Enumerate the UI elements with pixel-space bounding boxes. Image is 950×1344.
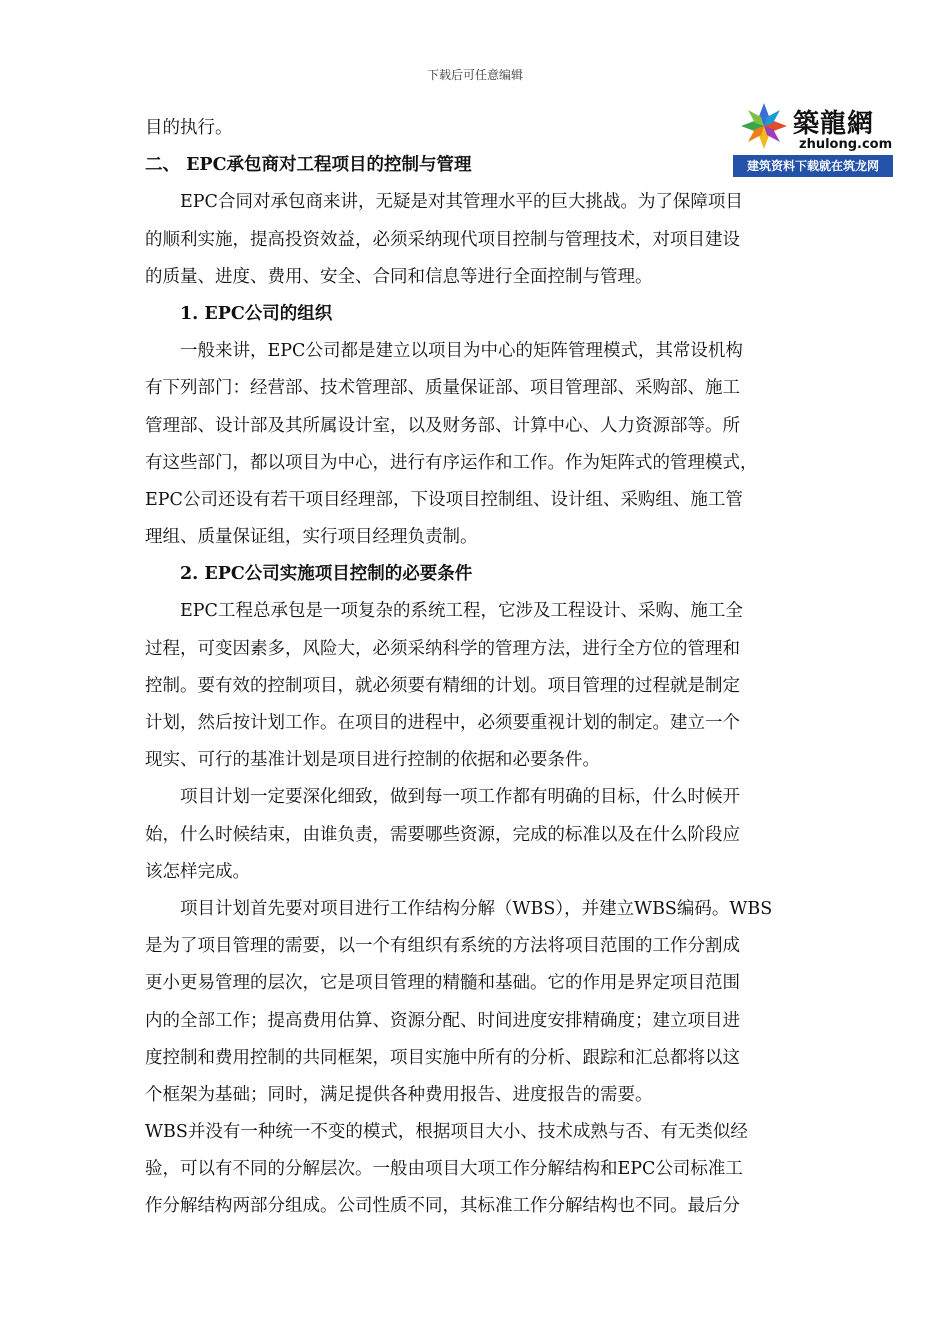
text-line: 控制。要有效的控制项目，就必须要有精细的计划。项目管理的过程就是制定 bbox=[145, 675, 740, 696]
logo-brand-text: 築龍網 bbox=[793, 109, 875, 139]
text-line: 项目计划首先要对项目进行工作结构分解（WBS），并建立WBS编码。WBS bbox=[180, 898, 773, 919]
text-line: 个框架为基础；同时，满足提供各种费用报告、进度报告的需要。 bbox=[145, 1084, 653, 1105]
text-line: 一般来讲，EPC公司都是建立以项目为中心的矩阵管理模式，其常设机构 bbox=[180, 341, 743, 362]
document-body bbox=[145, 110, 807, 1226]
text-line: 验，可以有不同的分解层次。一般由项目大项工作分解结构和EPC公司标准工 bbox=[145, 1159, 743, 1180]
text-line: 该怎样完成。 bbox=[145, 861, 250, 882]
text-line: EPC合同对承包商来讲，无疑是对其管理水平的巨大挑战。为了保障项目 bbox=[180, 192, 743, 213]
text-line: 更小更易管理的层次，它是项目管理的精髓和基础。它的作用是界定项目范围 bbox=[145, 973, 740, 994]
text-line: 管理部、设计部及其所属设计室，以及财务部、计算中心、人力资源部等。所 bbox=[145, 415, 740, 436]
text-line: 始，什么时候结束，由谁负责，需要哪些资源，完成的标准以及在什么阶段应 bbox=[145, 824, 740, 845]
text-line: 的质量、进度、费用、安全、合同和信息等进行全面控制与管理。 bbox=[145, 266, 653, 287]
text-line: EPC工程总承包是一项复杂的系统工程，它涉及工程设计、采购、施工全 bbox=[180, 601, 743, 622]
text-line: EPC公司还设有若干项目经理部，下设项目控制组、设计组、采购组、施工管 bbox=[145, 489, 743, 510]
logo-banner: 建筑资料下载就在筑龙网 bbox=[733, 155, 893, 177]
text-line: 内的全部工作；提高费用估算、资源分配、时间进度安排精确度；建立项目进 bbox=[145, 1010, 740, 1031]
section-heading: 二、 EPC承包商对工程项目的控制与管理 bbox=[145, 155, 472, 176]
section-heading: 1. EPC公司的组织 bbox=[180, 303, 333, 324]
section-heading: 2. EPC公司实施项目控制的必要条件 bbox=[180, 564, 473, 585]
text-line: 作分解结构两部分组成。公司性质不同，其标准工作分解结构也不同。最后分 bbox=[145, 1196, 740, 1217]
text-line: WBS并没有一种统一不变的模式，根据项目大小、技术成熟与否、有无类似经 bbox=[145, 1122, 748, 1143]
text-line: 是为了项目管理的需要，以一个有组织有系统的方法将项目范围的工作分割成 bbox=[145, 936, 740, 957]
text-line: 过程，可变因素多，风险大，必须采纳科学的管理方法，进行全方位的管理和 bbox=[145, 638, 740, 659]
text-line: 现实、可行的基准计划是项目进行控制的依据和必要条件。 bbox=[145, 750, 600, 771]
text-line: 有这些部门，都以项目为中心，进行有序运作和工作。作为矩阵式的管理模式， bbox=[145, 452, 758, 473]
text-line: 计划，然后按计划工作。在项目的进程中，必须要重视计划的制定。建立一个 bbox=[145, 713, 740, 733]
text-line: 有下列部门：经营部、技术管理部、质量保证部、项目管理部、采购部、施工 bbox=[145, 378, 740, 399]
text-line: 目的执行。 bbox=[145, 118, 233, 138]
logo-domain-text: zhulong.com bbox=[799, 137, 893, 152]
page-header: 下载后可任意编辑 bbox=[426, 68, 523, 82]
text-line: 度控制和费用控制的共同框架，项目实施中所有的分析、跟踪和汇总都将以这 bbox=[145, 1047, 740, 1068]
text-line: 项目计划一定要深化细致，做到每一项工作都有明确的目标，什么时候开 bbox=[180, 787, 740, 808]
text-line: 理组、质量保证组，实行项目经理负责制。 bbox=[145, 527, 478, 548]
text-line: 的顺利实施，提高投资效益，必须采纳现代项目控制与管理技术，对项目建设 bbox=[145, 229, 740, 250]
